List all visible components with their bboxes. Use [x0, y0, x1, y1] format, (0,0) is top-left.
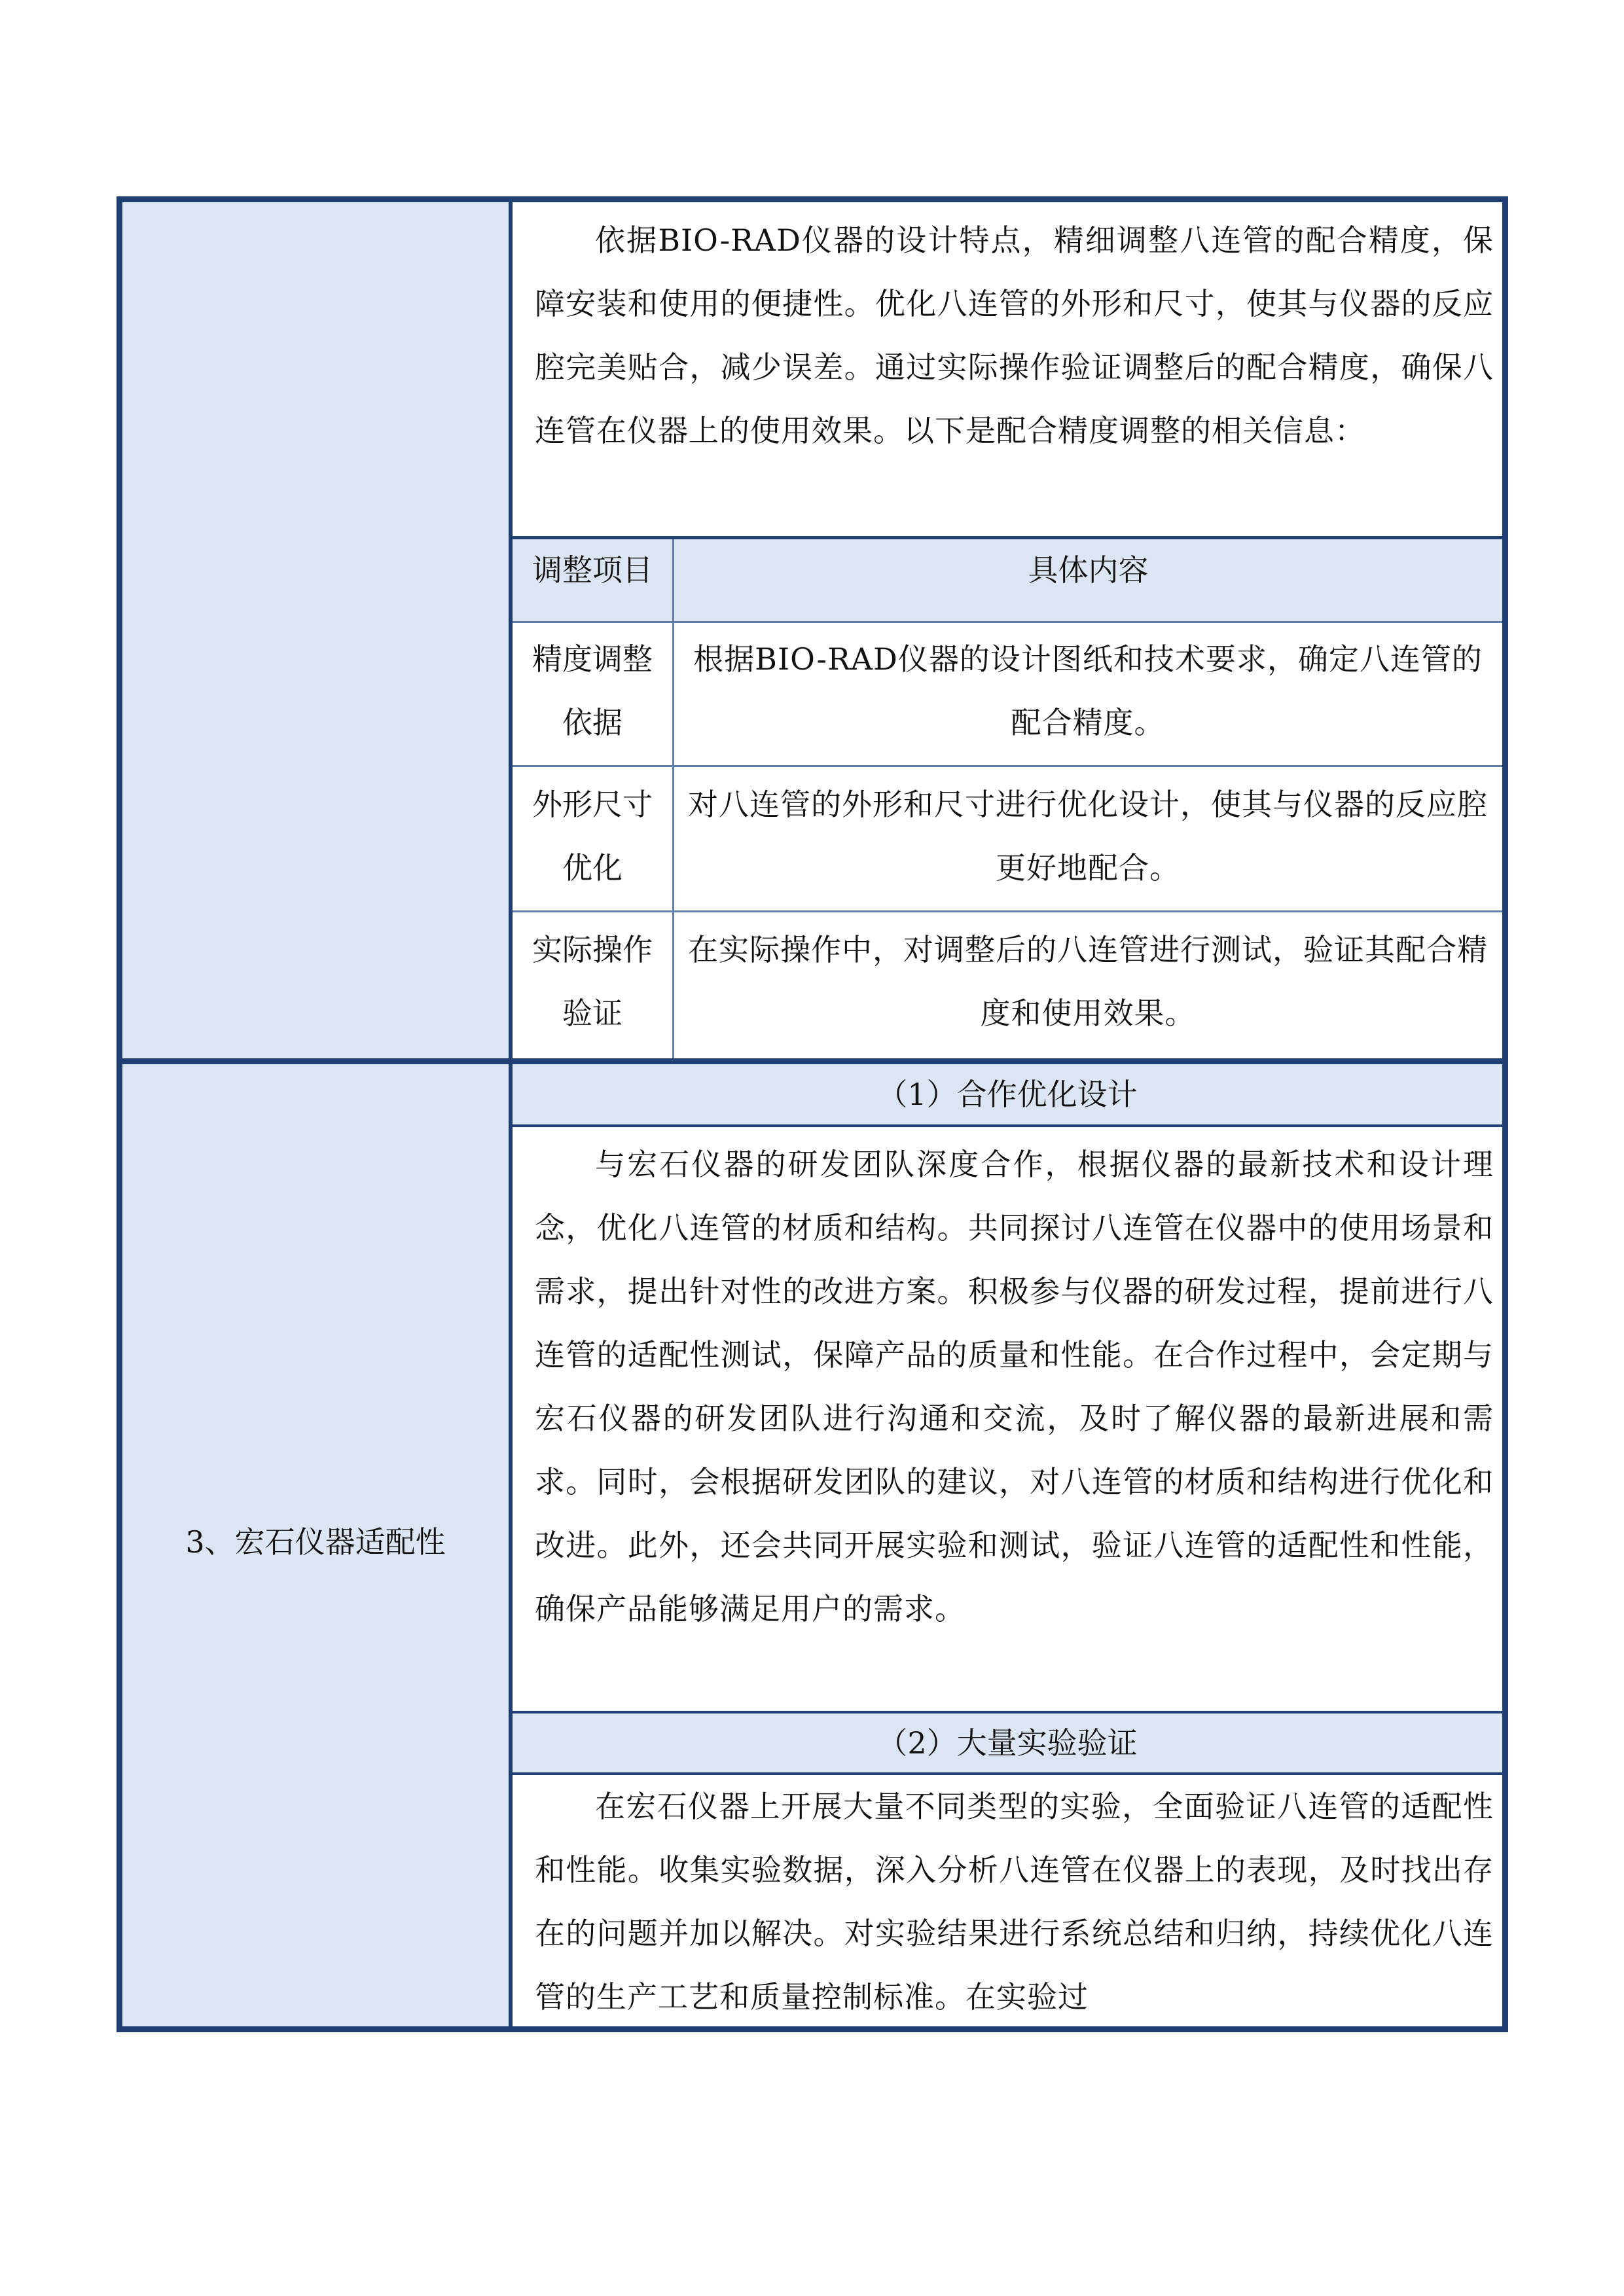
inner-row2-content: 对八连管的外形和尺寸进行优化设计，使其与仪器的反应腔更好地配合。 — [688, 787, 1488, 886]
sub2-text: 在宏石仪器上开展大量不同类型的实验，全面验证八连管的适配性和性能。收集实验数据，深入分析八连管在仪器上的表现，及时找出存在的问题并加以解决。对实验结果进行系统总结和归纳，持续优化八连管的生产工艺和质量控制标准。在实验过 — [535, 1789, 1494, 2015]
inner-table-col-rule — [672, 539, 674, 1058]
main-table — [117, 196, 1508, 2032]
section-separator — [122, 1058, 1502, 1064]
inner-row3-item: 实际操作验证 — [532, 932, 653, 1031]
sub1-header-rule — [513, 1124, 1502, 1127]
inner-header-item: 调整项目 — [532, 552, 653, 588]
inner-header-content: 具体内容 — [1028, 552, 1149, 588]
section2-intro: 依据BIO-RAD仪器的设计特点，精细调整八连管的配合精度，保障安装和使用的便捷性。优化八连管的外形和尺寸，使其与仪器的反应腔完美贴合，减少误差。通过实际操作验证调整后的配合精度，确保八连管在仪器上的使用效果。以下是配合精度调整的相关信息： — [535, 223, 1494, 448]
inner-table-row2-rule — [513, 910, 1502, 912]
inner-row2-item: 外形尺寸优化 — [532, 787, 653, 886]
inner-row1-item: 精度调整依据 — [532, 641, 653, 740]
left-cell-section3 — [122, 1064, 509, 2026]
sub2-title: （2）大量实验验证 — [877, 1725, 1138, 1761]
left-cell-section2 — [122, 202, 509, 1058]
sub1-title: （1）合作优化设计 — [877, 1077, 1138, 1112]
inner-row3-content: 在实际操作中，对调整后的八连管进行测试，验证其配合精度和使用效果。 — [688, 932, 1488, 1031]
inner-table-row1-rule — [513, 765, 1502, 767]
inner-row1-content: 根据BIO-RAD仪器的设计图纸和技术要求，确定八连管的配合精度。 — [693, 641, 1483, 740]
sub1-text: 与宏石仪器的研发团队深度合作，根据仪器的最新技术和设计理念，优化八连管的材质和结构。共同探讨八连管在仪器中的使用场景和需求，提出针对性的改进方案。积极参与仪器的研发过程，提前进行八连管的适配性测试，保障产品的质量和性能。在合作过程中，会定期与宏石仪器的研发团队进行沟通和交流，及时了解仪器的最新进展和需求。同时，会根据研发团队的建议，对八连管的材质和结构进行优化和改进。此外，还会共同开展实验和测试，验证八连管的适配性和性能，确保产品能够满足用户的需求。 — [535, 1147, 1494, 1626]
section3-label: 3、宏石仪器适配性 — [185, 1524, 446, 1560]
inner-table-header-rule — [513, 621, 1502, 623]
